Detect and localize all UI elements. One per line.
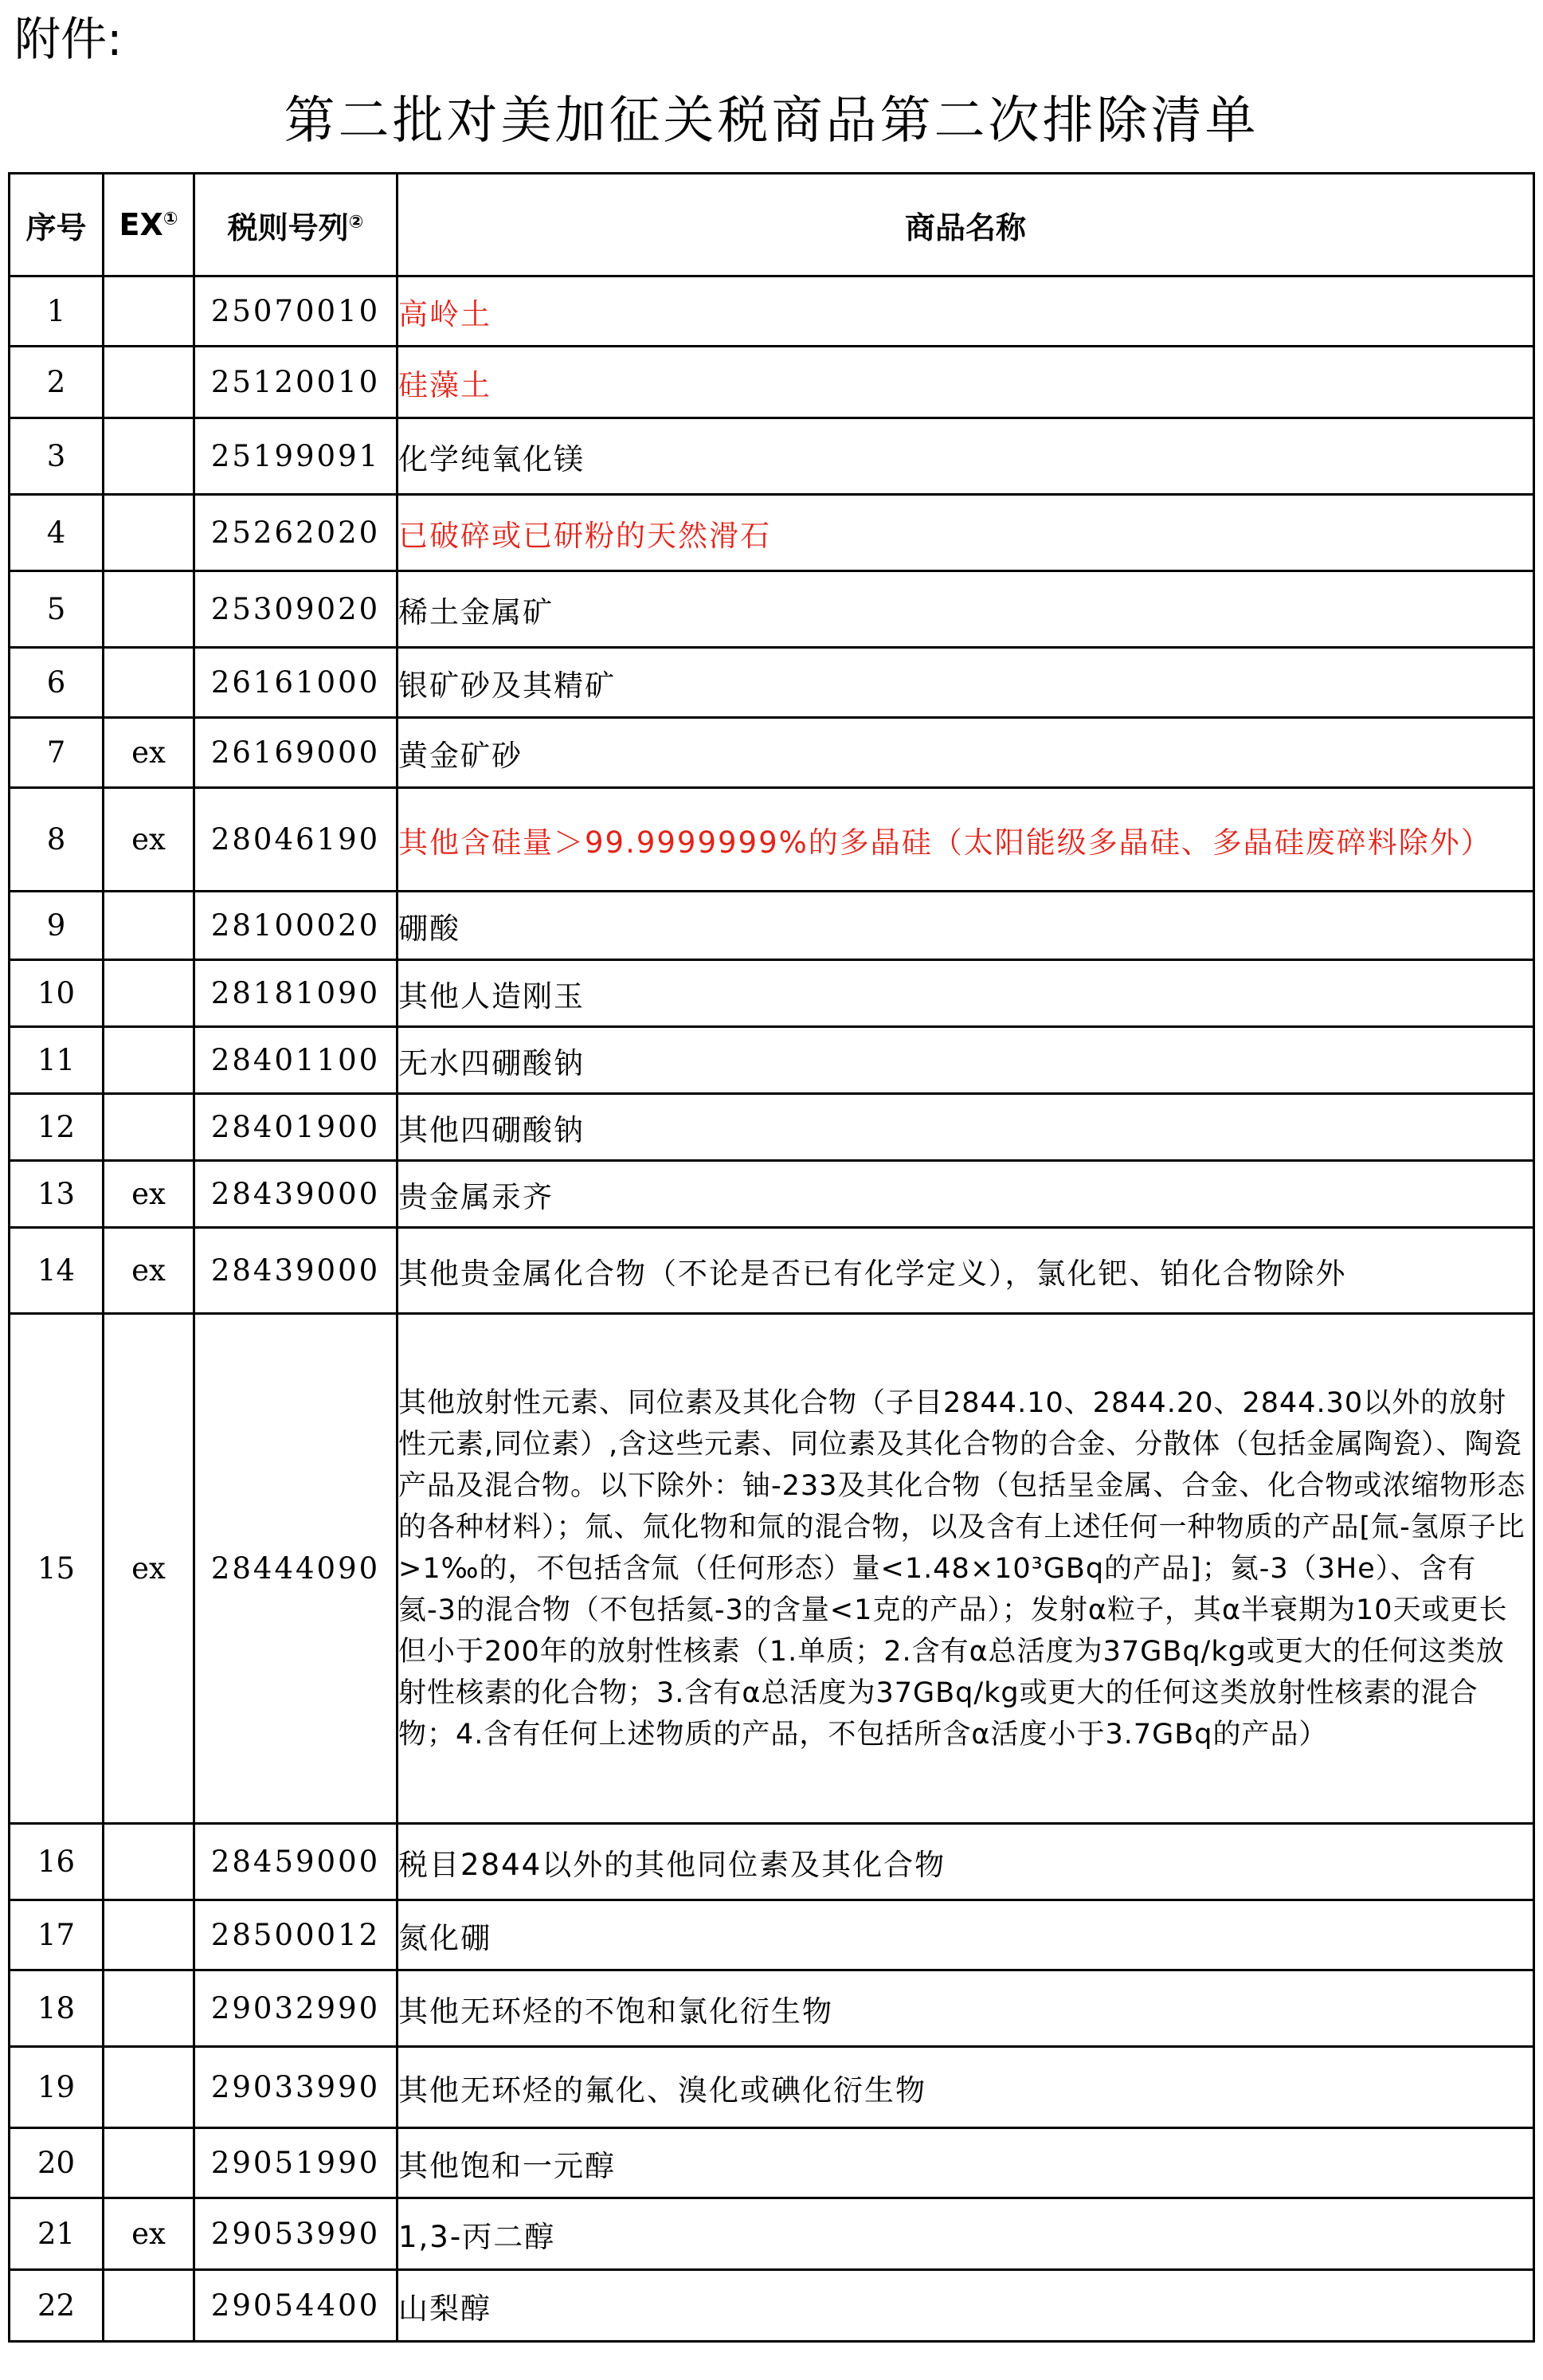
exclusion-list-table	[8, 172, 1535, 2343]
row-product-name: 硅藻土	[397, 347, 1534, 418]
row-tariff-code: 28181090	[194, 960, 397, 1027]
row-tariff-code: 26169000	[194, 718, 397, 788]
row-ex-flag: ex	[104, 2198, 194, 2270]
row-product-name: 其他饱和一元醇	[397, 2128, 1534, 2198]
row-product-name: 硼酸	[397, 892, 1534, 960]
table-row	[10, 1824, 1534, 1900]
table-row	[10, 1970, 1534, 2047]
row-product-name: 其他人造刚玉	[397, 960, 1534, 1027]
row-product-name: 1,3-丙二醇	[397, 2198, 1534, 2270]
row-index: 2	[10, 347, 104, 418]
row-ex-flag: ex	[104, 1228, 194, 1314]
row-index: 19	[10, 2047, 104, 2128]
row-index: 16	[10, 1824, 104, 1900]
row-product-name: 其他四硼酸钠	[397, 1094, 1534, 1161]
table-header-row	[10, 174, 1534, 276]
row-ex-flag	[104, 1900, 194, 1970]
row-product-name: 已破碎或已研粉的天然滑石	[397, 495, 1534, 571]
row-ex-flag	[104, 347, 194, 418]
row-tariff-code: 25262020	[194, 495, 397, 571]
header-code: 税则号列②	[194, 174, 397, 276]
row-product-name: 其他无环烃的不饱和氯化衍生物	[397, 1970, 1534, 2047]
row-tariff-code: 28439000	[194, 1228, 397, 1314]
row-tariff-code: 28444090	[194, 1314, 397, 1824]
row-ex-flag: ex	[104, 1314, 194, 1824]
row-tariff-code: 28046190	[194, 788, 397, 892]
table-row	[10, 960, 1534, 1027]
row-index: 20	[10, 2128, 104, 2198]
row-index: 10	[10, 960, 104, 1027]
row-index: 8	[10, 788, 104, 892]
row-ex-flag: ex	[104, 788, 194, 892]
row-index: 9	[10, 892, 104, 960]
table-row	[10, 1161, 1534, 1228]
row-tariff-code: 25070010	[194, 276, 397, 347]
table-row	[10, 2128, 1534, 2198]
table-row	[10, 1094, 1534, 1161]
table-row	[10, 1027, 1534, 1094]
table-row	[10, 2047, 1534, 2128]
attachment-label: 附件:	[14, 12, 123, 66]
header-name: 商品名称	[397, 174, 1534, 276]
row-ex-flag	[104, 892, 194, 960]
row-tariff-code: 29053990	[194, 2198, 397, 2270]
row-ex-flag: ex	[104, 718, 194, 788]
row-ex-flag	[104, 418, 194, 495]
row-index: 4	[10, 495, 104, 571]
row-product-name: 贵金属汞齐	[397, 1161, 1534, 1228]
row-ex-flag	[104, 2128, 194, 2198]
row-index: 21	[10, 2198, 104, 2270]
table-row	[10, 2198, 1534, 2270]
row-product-name: 其他无环烃的氟化、溴化或碘化衍生物	[397, 2047, 1534, 2128]
table-row	[10, 347, 1534, 418]
table-row	[10, 648, 1534, 718]
table-row	[10, 1228, 1534, 1314]
row-product-name: 氮化硼	[397, 1900, 1534, 1970]
row-tariff-code: 29033990	[194, 2047, 397, 2128]
row-ex-flag	[104, 1094, 194, 1161]
row-tariff-code: 25120010	[194, 347, 397, 418]
table-row	[10, 718, 1534, 788]
row-tariff-code: 28459000	[194, 1824, 397, 1900]
row-index: 22	[10, 2270, 104, 2342]
row-tariff-code: 28439000	[194, 1161, 397, 1228]
row-tariff-code: 29032990	[194, 1970, 397, 2047]
footnote-mark-1: ①	[163, 209, 178, 229]
row-product-name: 高岭土	[397, 276, 1534, 347]
row-tariff-code: 28401100	[194, 1027, 397, 1094]
row-index: 14	[10, 1228, 104, 1314]
row-index: 17	[10, 1900, 104, 1970]
row-product-name: 稀土金属矿	[397, 571, 1534, 648]
row-product-name: 化学纯氧化镁	[397, 418, 1534, 495]
table-row	[10, 495, 1534, 571]
row-ex-flag	[104, 2047, 194, 2128]
row-tariff-code: 28401900	[194, 1094, 397, 1161]
table-row	[10, 571, 1534, 648]
table-row	[10, 2270, 1534, 2342]
row-ex-flag	[104, 571, 194, 648]
row-index: 3	[10, 418, 104, 495]
row-tariff-code: 28100020	[194, 892, 397, 960]
row-index: 12	[10, 1094, 104, 1161]
row-ex-flag	[104, 495, 194, 571]
row-ex-flag	[104, 960, 194, 1027]
row-index: 13	[10, 1161, 104, 1228]
table-row	[10, 1900, 1534, 1970]
header-ex: EX①	[104, 174, 194, 276]
table-row	[10, 276, 1534, 347]
footnote-mark-2: ②	[348, 211, 364, 232]
row-product-name: 无水四硼酸钠	[397, 1027, 1534, 1094]
table-row	[10, 1314, 1534, 1824]
row-ex-flag	[104, 1027, 194, 1094]
table-row	[10, 892, 1534, 960]
row-tariff-code: 25199091	[194, 418, 397, 495]
row-product-name: 银矿砂及其精矿	[397, 648, 1534, 718]
row-tariff-code: 29054400	[194, 2270, 397, 2342]
row-index: 11	[10, 1027, 104, 1094]
table-row	[10, 418, 1534, 495]
table-row	[10, 788, 1534, 892]
row-index: 7	[10, 718, 104, 788]
row-index: 1	[10, 276, 104, 347]
row-product-name: 黄金矿砂	[397, 718, 1534, 788]
row-ex-flag	[104, 2270, 194, 2342]
row-ex-flag	[104, 648, 194, 718]
row-index: 6	[10, 648, 104, 718]
row-product-name: 其他含硅量＞99.9999999%的多晶硅（太阳能级多晶硅、多晶硅废碎料除外）	[397, 788, 1534, 892]
row-product-name: 税目2844以外的其他同位素及其化合物	[397, 1824, 1534, 1900]
row-product-name: 山梨醇	[397, 2270, 1534, 2342]
header-index: 序号	[10, 174, 104, 276]
row-tariff-code: 28500012	[194, 1900, 397, 1970]
row-tariff-code: 25309020	[194, 571, 397, 648]
row-index: 5	[10, 571, 104, 648]
row-ex-flag	[104, 1824, 194, 1900]
row-index: 15	[10, 1314, 104, 1824]
row-ex-flag: ex	[104, 1161, 194, 1228]
table-body	[10, 276, 1534, 2342]
row-tariff-code: 29051990	[194, 2128, 397, 2198]
page-title: 第二批对美加征关税商品第二次排除清单	[284, 92, 1259, 151]
row-ex-flag	[104, 1970, 194, 2047]
row-index: 18	[10, 1970, 104, 2047]
row-product-name: 其他贵金属化合物（不论是否已有化学定义），氯化钯、铂化合物除外	[397, 1228, 1534, 1314]
row-tariff-code: 26161000	[194, 648, 397, 718]
row-ex-flag	[104, 276, 194, 347]
row-product-name: 其他放射性元素、同位素及其化合物（子目2844.10、2844.20、2844.30以外的放射性元素,同位素）,含这些元素、同位素及其化合物的合金、分散体（包括金属陶瓷）、陶瓷产品及混合物。以下除外：铀-233及其化合物（包括呈金属、合金、化合物或浓缩物形态的各种材料）；氚、氚化物和氚的混合物，以及含有上述任何一种物质的产品[氚-氢原子比>1‰的，不包括含氚（任何形态）量<1.48×10³GBq的产品]；氦-3（3He）、含有氦-3的混合物（不包括氦-3的含量<1克的产品）；发射α粒子，其α半衰期为10天或更长但小于200年的放射性核素（1.单质；2.含有α总活度为37GBq/kg或更大的任何这类放射性核素的化合物；3.含有α总活度为37GBq/kg或更大的任何这类放射性核素的混合物；4.含有任何上述物质的产品，不包括所含α活度小于3.7GBq的产品）	[397, 1314, 1534, 1824]
